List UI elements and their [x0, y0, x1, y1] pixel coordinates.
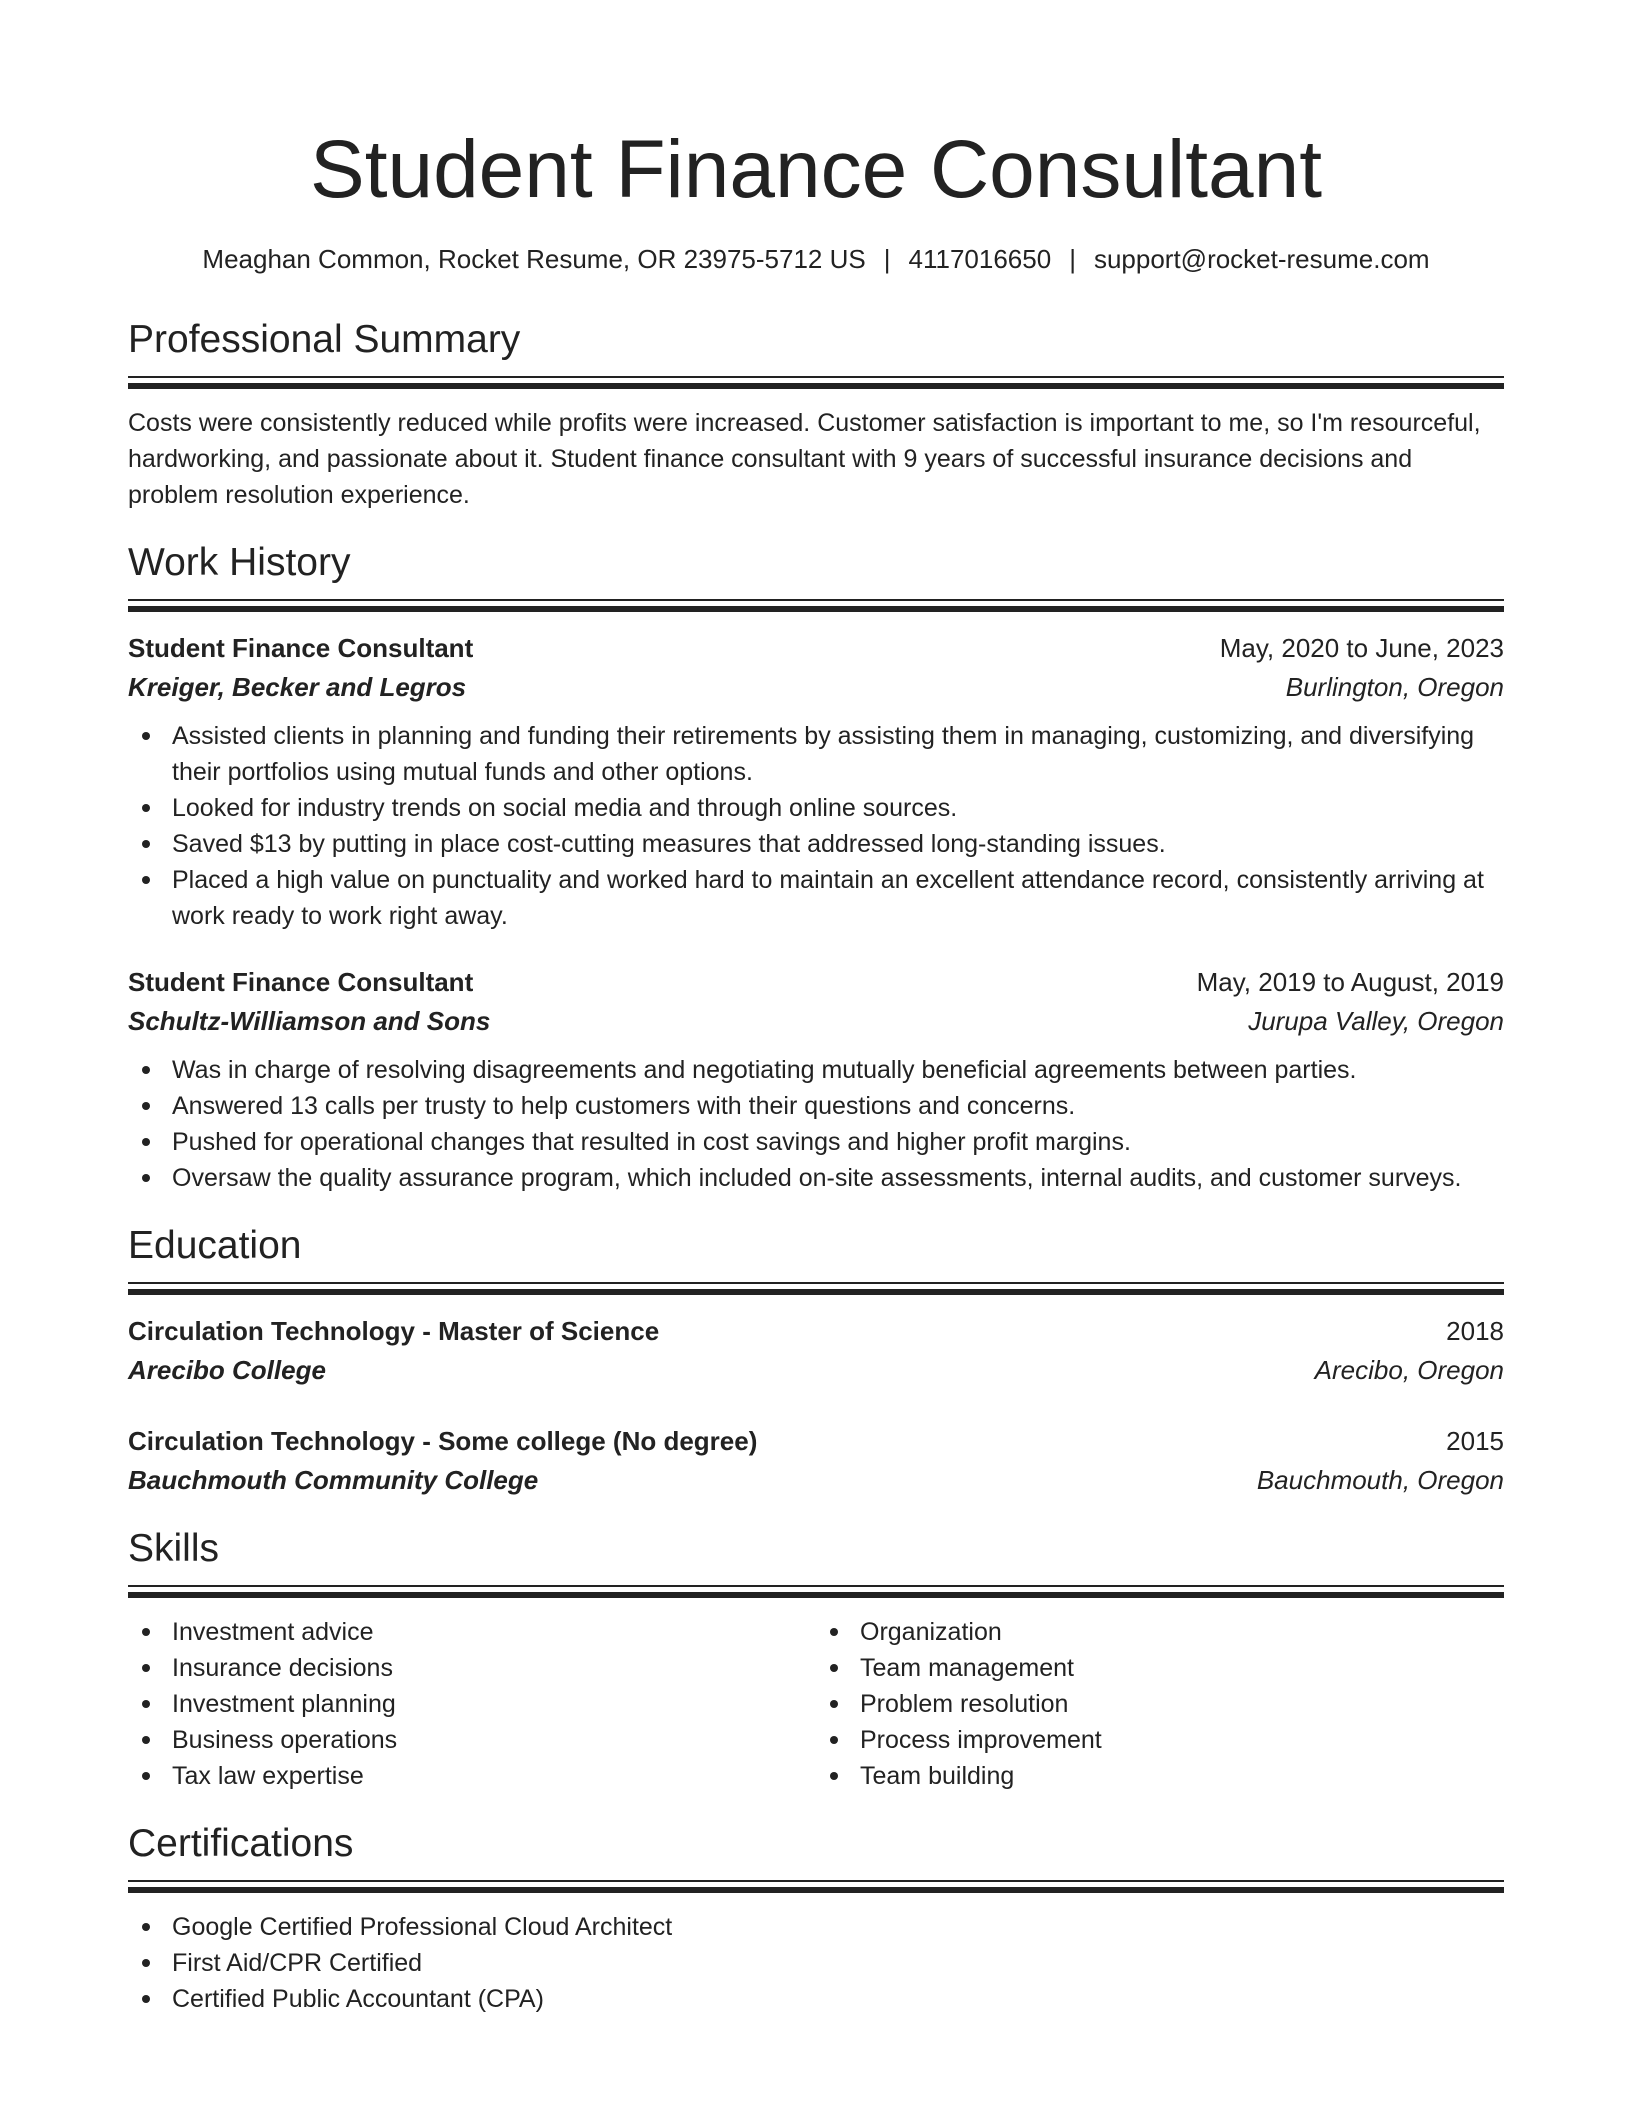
education-school: Bauchmouth Community College — [128, 1465, 539, 1495]
list-item: Tax law expertise — [172, 1758, 816, 1794]
section-divider — [128, 599, 1504, 612]
list-item: Team management — [860, 1650, 1504, 1686]
education-year: 2015 — [1446, 1426, 1504, 1456]
education-section — [128, 1222, 1504, 1499]
work-history-section — [128, 539, 1504, 1196]
skills-section — [128, 1525, 1504, 1794]
job-bullets — [128, 1052, 1504, 1196]
list-item: Saved $13 by putting in place cost-cutting measures that addressed long-standing issues. — [172, 826, 1504, 862]
certifications-section — [128, 1820, 1504, 2017]
list-item: Assisted clients in planning and funding their retirements by assisting them in managing, customizing, and diversifying their portfolios using mutual funds and other options. — [172, 718, 1504, 790]
section-divider — [128, 1282, 1504, 1295]
job-location: Jurupa Valley, Oregon — [1248, 1006, 1504, 1036]
list-item: Was in charge of resolving disagreements and negotiating mutually beneficial agreements between parties. — [172, 1052, 1504, 1088]
list-item: Insurance decisions — [172, 1650, 816, 1686]
education-degree: Circulation Technology - Some college (No degree) — [128, 1426, 758, 1456]
skills-columns — [128, 1614, 1504, 1794]
job-header — [128, 962, 1504, 1002]
contact-email: support@rocket-resume.com — [1093, 244, 1430, 274]
education-header — [128, 1311, 1504, 1351]
list-item: Process improvement — [860, 1722, 1504, 1758]
list-item: Oversaw the quality assurance program, which included on-site assessments, internal audits, and customer surveys. — [172, 1160, 1504, 1196]
job-title: Student Finance Consultant — [128, 633, 474, 663]
resume-page — [128, 0, 1504, 2017]
job-company: Kreiger, Becker and Legros — [128, 672, 467, 702]
list-item: Placed a high value on punctuality and worked hard to maintain an excellent attendance record, consistently arriving at work ready to work right away. — [172, 862, 1504, 934]
list-item: Looked for industry trends on social media and through online sources. — [172, 790, 1504, 826]
section-divider — [128, 1585, 1504, 1598]
job-subheader — [128, 668, 1504, 706]
skills-list-left — [128, 1614, 816, 1794]
job-entry — [128, 962, 1504, 1196]
section-divider — [128, 1880, 1504, 1893]
summary-text: Costs were consistently reduced while profits were increased. Customer satisfaction is important to me, so I'm resourceful, hardworking, and passionate about it. Student finance consultant with 9 years of successful insurance decisions and problem resolution experience. — [128, 409, 1481, 509]
job-subheader — [128, 1002, 1504, 1040]
section-title-education: Education — [128, 1224, 302, 1267]
job-location: Burlington, Oregon — [1285, 672, 1504, 702]
education-subheader — [128, 1461, 1504, 1499]
job-dates: May, 2020 to June, 2023 — [1219, 633, 1504, 663]
list-item: First Aid/CPR Certified — [172, 1945, 1504, 1981]
skills-list-right — [816, 1614, 1504, 1794]
education-location: Bauchmouth, Oregon — [1256, 1465, 1504, 1495]
list-item: Certified Public Accountant (CPA) — [172, 1981, 1504, 2017]
education-degree: Circulation Technology - Master of Science — [128, 1316, 660, 1346]
list-item: Investment planning — [172, 1686, 816, 1722]
education-year: 2018 — [1446, 1316, 1504, 1346]
contact-line — [128, 242, 1504, 276]
education-entry — [128, 1421, 1504, 1499]
resume-name-title: Student Finance Consultant — [310, 124, 1322, 215]
job-title: Student Finance Consultant — [128, 967, 474, 997]
job-entry — [128, 628, 1504, 934]
list-item: Business operations — [172, 1722, 816, 1758]
list-item: Pushed for operational changes that resulted in cost savings and higher profit margins. — [172, 1124, 1504, 1160]
certifications-list — [128, 1909, 1504, 2017]
education-school: Arecibo College — [128, 1355, 326, 1385]
list-item: Organization — [860, 1614, 1504, 1650]
job-company: Schultz-Williamson and Sons — [128, 1006, 491, 1036]
list-item: Team building — [860, 1758, 1504, 1794]
list-item: Investment advice — [172, 1614, 816, 1650]
section-title-work: Work History — [128, 541, 351, 584]
contact-phone: 4117016650 — [908, 244, 1052, 274]
contact-separator: | — [1069, 244, 1076, 274]
education-subheader — [128, 1351, 1504, 1389]
list-item: Answered 13 calls per trusty to help customers with their questions and concerns. — [172, 1088, 1504, 1124]
section-title-summary: Professional Summary — [128, 318, 521, 361]
section-divider — [128, 376, 1504, 389]
job-bullets — [128, 718, 1504, 934]
education-entry — [128, 1311, 1504, 1389]
education-header — [128, 1421, 1504, 1461]
list-item: Google Certified Professional Cloud Architect — [172, 1909, 1504, 1945]
list-item: Problem resolution — [860, 1686, 1504, 1722]
summary-section — [128, 316, 1504, 513]
job-header — [128, 628, 1504, 668]
section-title-skills: Skills — [128, 1527, 220, 1570]
job-dates: May, 2019 to August, 2019 — [1196, 967, 1504, 997]
section-title-certifications: Certifications — [128, 1822, 354, 1865]
education-location: Arecibo, Oregon — [1314, 1355, 1504, 1385]
contact-separator: | — [883, 244, 891, 274]
contact-address: Meaghan Common, Rocket Resume, OR 23975-5712 US — [202, 244, 866, 274]
